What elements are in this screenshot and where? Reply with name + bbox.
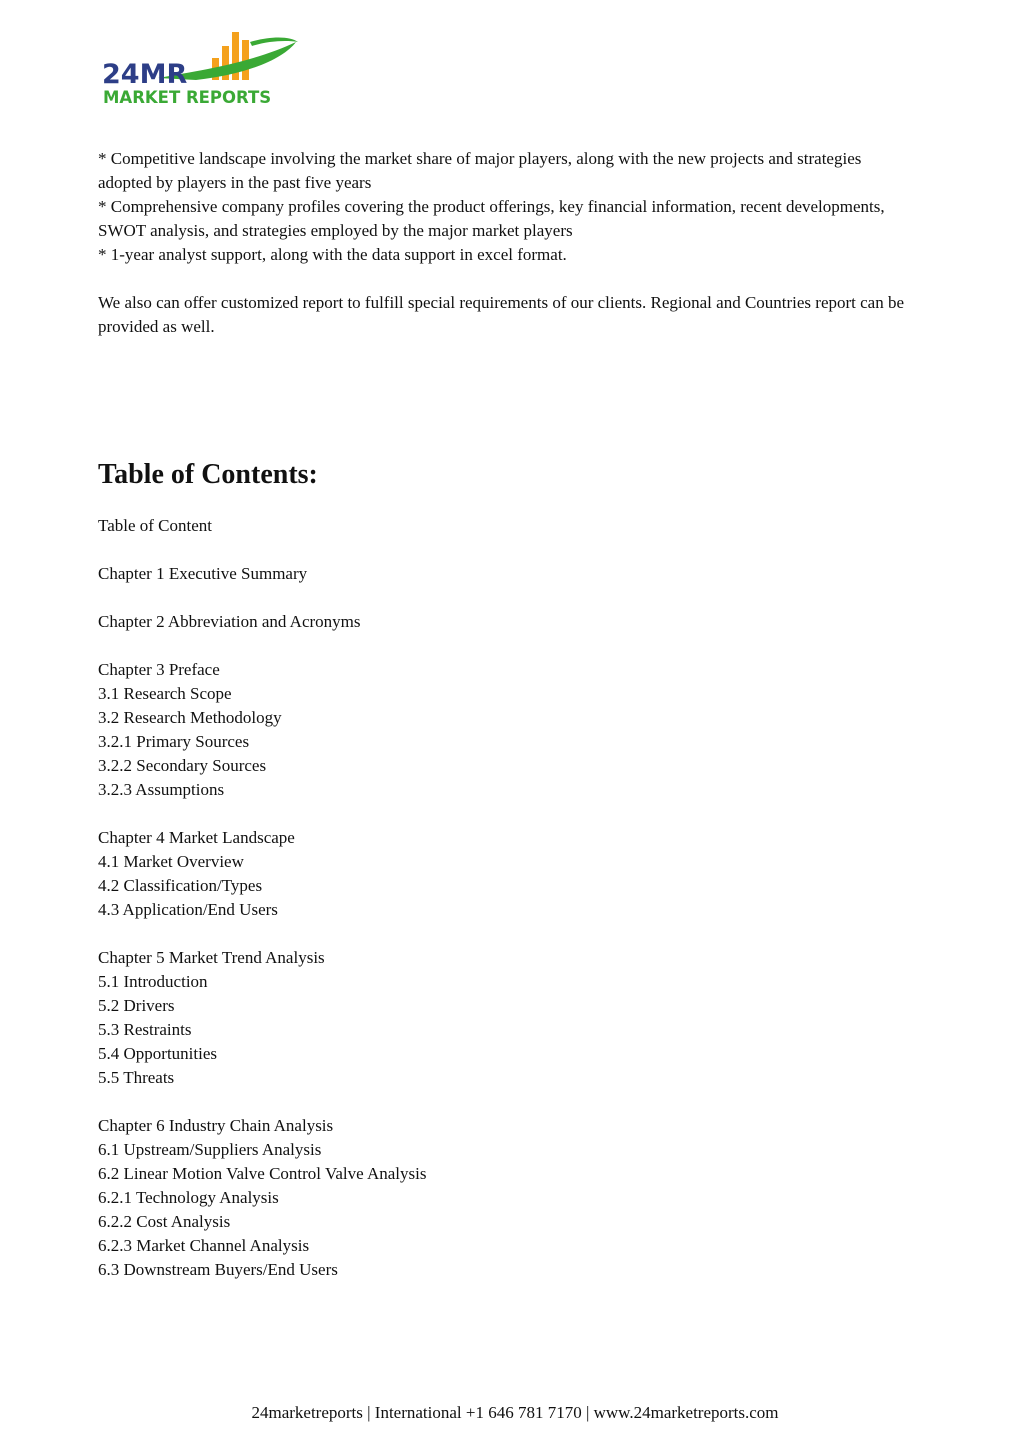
toc-item: 6.2.2 Cost Analysis (98, 1212, 231, 1231)
page-footer: 24marketreports | International +1 646 781 7170 | www.24marketreports.com (251, 1403, 779, 1422)
toc-chapter-4: Chapter 4 Market Landscape (98, 828, 295, 847)
table-of-contents (98, 514, 918, 1282)
bullet-company-profiles: * Comprehensive company profiles covering the product offerings, key financial information, recent developments, SWOT analysis, and strategies employed by the major market players (98, 197, 885, 240)
logo-top-text: 24MR (102, 59, 188, 90)
toc-title: Table of Content (98, 516, 213, 535)
toc-item: 6.2.1 Technology Analysis (98, 1188, 279, 1207)
intro-section (98, 147, 918, 339)
toc-item: 6.2.3 Market Channel Analysis (98, 1236, 310, 1255)
toc-chapter-3: Chapter 3 Preface (98, 660, 220, 679)
toc-item: 4.2 Classification/Types (98, 876, 263, 895)
toc-heading: Table of Contents: (98, 459, 318, 490)
toc-item: 6.2 Linear Motion Valve Control Valve Analysis (98, 1164, 427, 1183)
toc-item: 3.2.2 Secondary Sources (98, 756, 267, 775)
toc-item: 3.2.3 Assumptions (98, 780, 225, 799)
toc-item: 6.3 Downstream Buyers/End Users (98, 1260, 338, 1279)
company-logo (100, 28, 310, 108)
toc-chapter-5: Chapter 5 Market Trend Analysis (98, 948, 325, 967)
bullet-analyst-support: * 1-year analyst support, along with the data support in excel format. (98, 245, 567, 264)
logo-bottom-text: MARKET REPORTS (103, 88, 272, 107)
toc-item: 4.3 Application/End Users (98, 900, 278, 919)
toc-item: 6.1 Upstream/Suppliers Analysis (98, 1140, 322, 1159)
toc-item: 5.4 Opportunities (98, 1044, 217, 1063)
customization-paragraph: We also can offer customized report to fulfill special requirements of our clients. Regional and Countries report can be provided as well. (98, 293, 905, 336)
toc-item: 3.2.1 Primary Sources (98, 732, 250, 751)
toc-item: 3.1 Research Scope (98, 684, 232, 703)
toc-item: 5.2 Drivers (98, 996, 175, 1015)
toc-item: 4.1 Market Overview (98, 852, 244, 871)
bullet-competitive-landscape: * Competitive landscape involving the market share of major players, along with the new projects and strategies adopted by players in the past five years (98, 149, 862, 192)
toc-item: 5.3 Restraints (98, 1020, 192, 1039)
toc-item: 3.2 Research Methodology (98, 708, 282, 727)
toc-chapter-6: Chapter 6 Industry Chain Analysis (98, 1116, 334, 1135)
toc-chapter-2: Chapter 2 Abbreviation and Acronyms (98, 612, 361, 631)
toc-chapter-1: Chapter 1 Executive Summary (98, 564, 308, 583)
toc-item: 5.5 Threats (98, 1068, 175, 1087)
toc-item: 5.1 Introduction (98, 972, 208, 991)
